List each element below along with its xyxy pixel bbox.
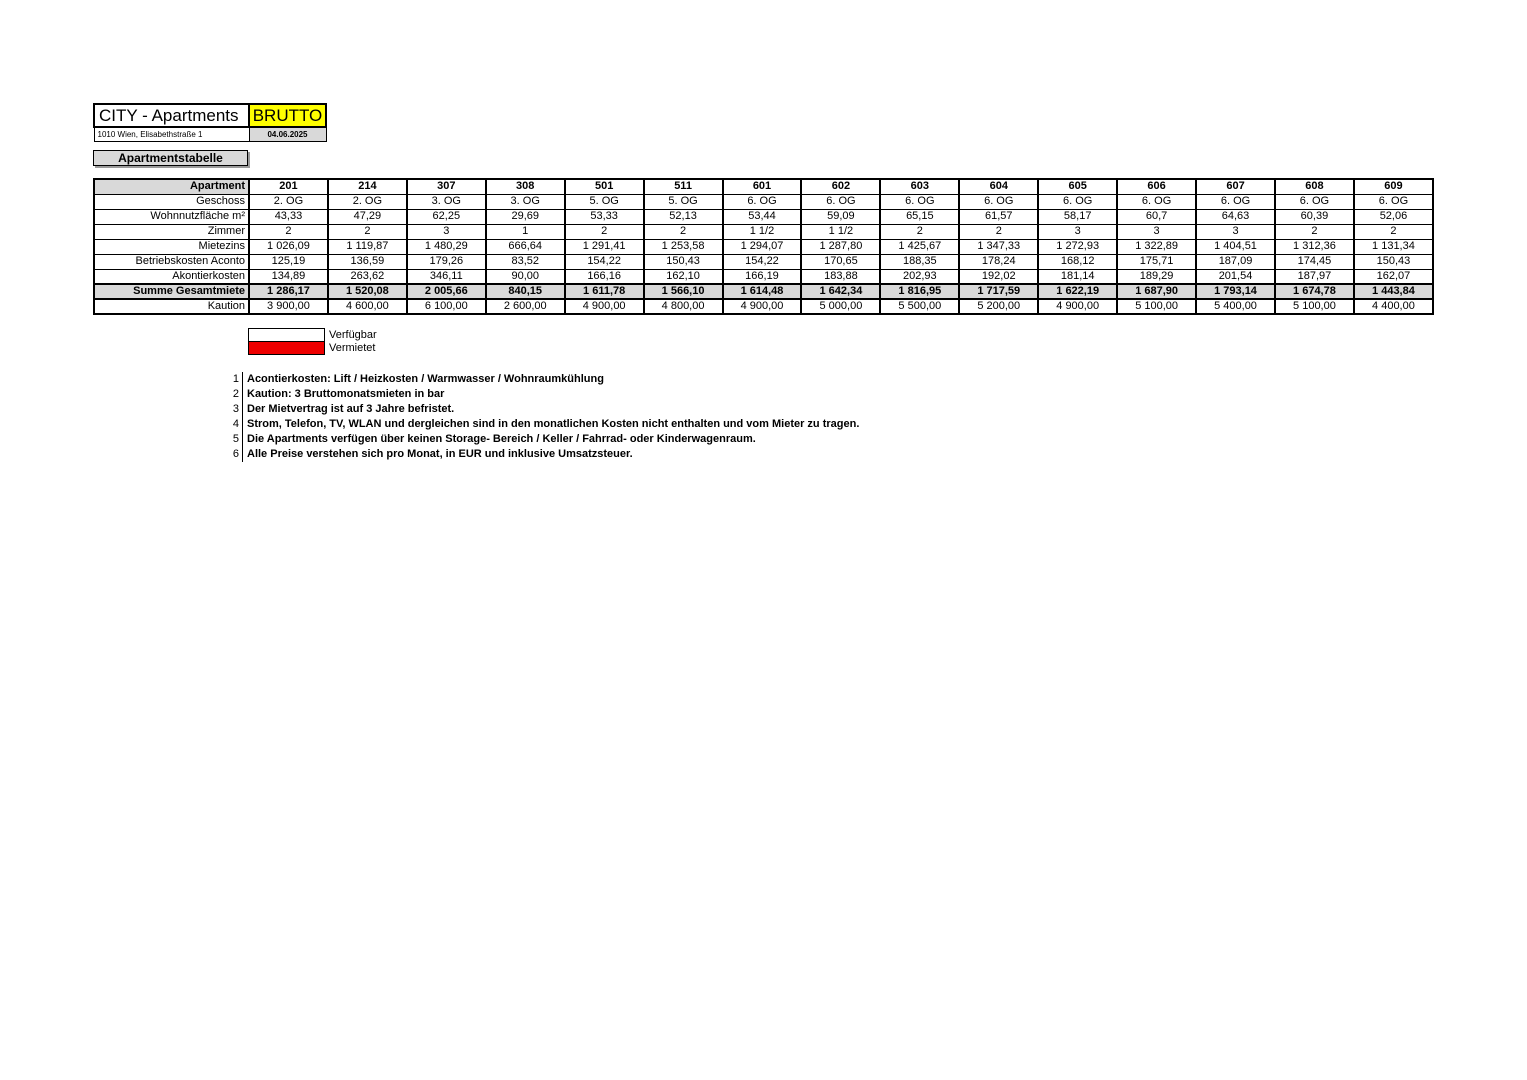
column-header-apartment: 214 — [328, 179, 407, 194]
table-cell: 4 600,00 — [328, 299, 407, 314]
table-cell: 154,22 — [565, 254, 644, 269]
table-cell: 175,71 — [1117, 254, 1196, 269]
table-cell: 4 900,00 — [1038, 299, 1117, 314]
table-cell: 1 687,90 — [1117, 284, 1196, 299]
table-cell: 5. OG — [565, 194, 644, 209]
table-cell: 2 600,00 — [486, 299, 565, 314]
table-cell: 1 520,08 — [328, 284, 407, 299]
table-cell: 53,33 — [565, 209, 644, 224]
table-cell: 1 286,17 — [249, 284, 328, 299]
footnote-number: 6 — [228, 447, 243, 462]
table-cell: 61,57 — [959, 209, 1038, 224]
table-cell: 6. OG — [1275, 194, 1354, 209]
table-cell: 666,64 — [486, 239, 565, 254]
table-cell: 134,89 — [249, 269, 328, 284]
footnote-text: Die Apartments verfügen über keinen Storage- Bereich / Keller / Fahrrad- oder Kinderwagenraum. — [247, 433, 756, 445]
table-cell: 188,35 — [880, 254, 959, 269]
column-header-apartment: 308 — [486, 179, 565, 194]
footnote-text: Der Mietvertrag ist auf 3 Jahre befristet. — [247, 403, 455, 415]
column-header-apartment: 606 — [1117, 179, 1196, 194]
table-cell: 5 500,00 — [880, 299, 959, 314]
legend-row-available — [248, 328, 377, 342]
table-cell: 1 347,33 — [959, 239, 1038, 254]
table-cell: 187,09 — [1196, 254, 1275, 269]
table-cell: 189,29 — [1117, 269, 1196, 284]
table-cell: 5 200,00 — [959, 299, 1038, 314]
table-cell: 1 717,59 — [959, 284, 1038, 299]
table-cell: 3 900,00 — [249, 299, 328, 314]
table-cell: 192,02 — [959, 269, 1038, 284]
table-cell: 5 000,00 — [801, 299, 880, 314]
row-label: Summe Gesamtmiete — [94, 284, 249, 299]
table-cell: 6. OG — [880, 194, 959, 209]
table-cell: 5 400,00 — [1196, 299, 1275, 314]
table-cell: 1 816,95 — [880, 284, 959, 299]
table-cell: 43,33 — [249, 209, 328, 224]
table-cell: 4 900,00 — [565, 299, 644, 314]
table-cell: 1 322,89 — [1117, 239, 1196, 254]
table-cell: 6. OG — [1196, 194, 1275, 209]
table-cell: 2 — [249, 224, 328, 239]
table-cell: 6. OG — [801, 194, 880, 209]
table-cell: 6. OG — [1354, 194, 1433, 209]
table-cell: 3 — [1117, 224, 1196, 239]
table-cell: 6. OG — [959, 194, 1038, 209]
footnote — [228, 417, 859, 432]
table-cell: 181,14 — [1038, 269, 1117, 284]
column-header-apartment: 603 — [880, 179, 959, 194]
legend-label: Verfügbar — [329, 329, 377, 341]
footnote-text: Kaution: 3 Bruttomonatsmieten in bar — [247, 388, 445, 400]
table-cell: 6. OG — [1117, 194, 1196, 209]
table-cell: 2 — [880, 224, 959, 239]
footnote — [228, 387, 859, 402]
table-corner-label: Apartment — [94, 179, 249, 194]
table-cell: 201,54 — [1196, 269, 1275, 284]
table-cell: 58,17 — [1038, 209, 1117, 224]
table-cell: 2 — [959, 224, 1038, 239]
header-block — [93, 103, 327, 142]
table-cell: 1 294,07 — [723, 239, 802, 254]
footnote-text: Alle Preise verstehen sich pro Monat, in EUR und inklusive Umsatzsteuer. — [247, 448, 633, 460]
table-cell: 162,10 — [644, 269, 723, 284]
row-label: Akontierkosten — [94, 269, 249, 284]
column-header-apartment: 601 — [723, 179, 802, 194]
section-title: Apartmentstabelle — [93, 150, 248, 166]
table-cell: 90,00 — [486, 269, 565, 284]
company-address: 1010 Wien, Elisabethstraße 1 — [94, 127, 249, 141]
table-cell: 1 291,41 — [565, 239, 644, 254]
footnote-number: 5 — [228, 432, 243, 447]
footnote-number: 2 — [228, 387, 243, 402]
table-cell: 1 — [486, 224, 565, 239]
table-cell: 3 — [1196, 224, 1275, 239]
table-cell: 1 480,29 — [407, 239, 486, 254]
legend — [248, 328, 377, 355]
column-header-apartment: 608 — [1275, 179, 1354, 194]
row-label: Mietezins — [94, 239, 249, 254]
column-header-apartment: 602 — [801, 179, 880, 194]
table-cell: 154,22 — [723, 254, 802, 269]
table-cell: 4 900,00 — [723, 299, 802, 314]
table-cell: 2. OG — [249, 194, 328, 209]
table-cell: 1 674,78 — [1275, 284, 1354, 299]
column-header-apartment: 511 — [644, 179, 723, 194]
table-cell: 1 287,80 — [801, 239, 880, 254]
table-cell: 60,7 — [1117, 209, 1196, 224]
table-cell: 6 100,00 — [407, 299, 486, 314]
company-name: CITY - Apartments — [94, 104, 249, 127]
table-cell: 1 614,48 — [723, 284, 802, 299]
footnote — [228, 402, 859, 417]
table-cell: 60,39 — [1275, 209, 1354, 224]
column-header-apartment: 607 — [1196, 179, 1275, 194]
table-cell: 263,62 — [328, 269, 407, 284]
table-cell: 1 611,78 — [565, 284, 644, 299]
table-cell: 4 400,00 — [1354, 299, 1433, 314]
table-cell: 1 1/2 — [801, 224, 880, 239]
column-header-apartment: 604 — [959, 179, 1038, 194]
table-cell: 125,19 — [249, 254, 328, 269]
table-cell: 1 425,67 — [880, 239, 959, 254]
table-cell: 1 119,87 — [328, 239, 407, 254]
table-cell: 166,19 — [723, 269, 802, 284]
table-cell: 1 642,34 — [801, 284, 880, 299]
table-cell: 6. OG — [1038, 194, 1117, 209]
table-cell: 178,24 — [959, 254, 1038, 269]
footnote-number: 4 — [228, 417, 243, 432]
price-mode-badge: BRUTTO — [249, 104, 326, 127]
table-cell: 1 404,51 — [1196, 239, 1275, 254]
table-cell: 62,25 — [407, 209, 486, 224]
footnote-text: Strom, Telefon, TV, WLAN und dergleichen sind in den monatlichen Kosten nicht enthalten und vom Mieter zu tragen. — [247, 418, 860, 430]
table-cell: 2 — [328, 224, 407, 239]
table-cell: 52,13 — [644, 209, 723, 224]
table-cell: 65,15 — [880, 209, 959, 224]
table-cell: 179,26 — [407, 254, 486, 269]
table-cell: 168,12 — [1038, 254, 1117, 269]
table-cell: 6. OG — [723, 194, 802, 209]
column-header-apartment: 609 — [1354, 179, 1433, 194]
column-header-apartment: 605 — [1038, 179, 1117, 194]
table-cell: 64,63 — [1196, 209, 1275, 224]
table-cell: 840,15 — [486, 284, 565, 299]
row-label: Kaution — [94, 299, 249, 314]
table-cell: 166,16 — [565, 269, 644, 284]
column-header-apartment: 201 — [249, 179, 328, 194]
table-cell: 346,11 — [407, 269, 486, 284]
table-cell: 3 — [407, 224, 486, 239]
footnote-number: 3 — [228, 402, 243, 417]
table-cell: 2 — [565, 224, 644, 239]
table-cell: 1 622,19 — [1038, 284, 1117, 299]
table-cell: 150,43 — [1354, 254, 1433, 269]
row-label: Zimmer — [94, 224, 249, 239]
footnote-number: 1 — [228, 372, 243, 387]
table-cell: 1 312,36 — [1275, 239, 1354, 254]
table-cell: 4 800,00 — [644, 299, 723, 314]
table-cell: 52,06 — [1354, 209, 1433, 224]
footnote-text: Acontierkosten: Lift / Heizkosten / Warmwasser / Wohnraumkühlung — [247, 373, 604, 385]
rented-swatch — [248, 341, 325, 355]
table-cell: 1 443,84 — [1354, 284, 1433, 299]
table-cell: 47,29 — [328, 209, 407, 224]
footnote — [228, 372, 859, 387]
table-cell: 187,97 — [1275, 269, 1354, 284]
table-cell: 83,52 — [486, 254, 565, 269]
table-cell: 2 — [1275, 224, 1354, 239]
table-cell: 162,07 — [1354, 269, 1433, 284]
table-cell: 2 — [1354, 224, 1433, 239]
table-cell: 5 100,00 — [1275, 299, 1354, 314]
table-cell: 150,43 — [644, 254, 723, 269]
table-cell: 2. OG — [328, 194, 407, 209]
table-cell: 183,88 — [801, 269, 880, 284]
table-cell: 202,93 — [880, 269, 959, 284]
table-cell: 2 — [644, 224, 723, 239]
table-cell: 29,69 — [486, 209, 565, 224]
footnotes — [228, 372, 859, 462]
column-header-apartment: 501 — [565, 179, 644, 194]
available-swatch — [248, 328, 325, 342]
column-header-apartment: 307 — [407, 179, 486, 194]
table-cell: 1 253,58 — [644, 239, 723, 254]
row-label: Betriebskosten Aconto — [94, 254, 249, 269]
row-label: Wohnnutzfläche m² — [94, 209, 249, 224]
row-label: Geschoss — [94, 194, 249, 209]
apartments-table — [93, 178, 1434, 315]
table-cell: 174,45 — [1275, 254, 1354, 269]
report-date: 04.06.2025 — [249, 127, 326, 141]
table-cell: 1 026,09 — [249, 239, 328, 254]
table-cell: 1 566,10 — [644, 284, 723, 299]
footnote — [228, 447, 859, 462]
legend-label: Vermietet — [329, 342, 376, 354]
table-cell: 59,09 — [801, 209, 880, 224]
table-cell: 170,65 — [801, 254, 880, 269]
table-cell: 2 005,66 — [407, 284, 486, 299]
table-cell: 1 1/2 — [723, 224, 802, 239]
table-cell: 5. OG — [644, 194, 723, 209]
footnote — [228, 432, 859, 447]
table-cell: 1 131,34 — [1354, 239, 1433, 254]
table-cell: 3 — [1038, 224, 1117, 239]
table-cell: 5 100,00 — [1117, 299, 1196, 314]
legend-row-rented — [248, 341, 377, 355]
table-cell: 1 793,14 — [1196, 284, 1275, 299]
table-cell: 136,59 — [328, 254, 407, 269]
table-cell: 1 272,93 — [1038, 239, 1117, 254]
table-cell: 53,44 — [723, 209, 802, 224]
table-cell: 3. OG — [407, 194, 486, 209]
table-cell: 3. OG — [486, 194, 565, 209]
